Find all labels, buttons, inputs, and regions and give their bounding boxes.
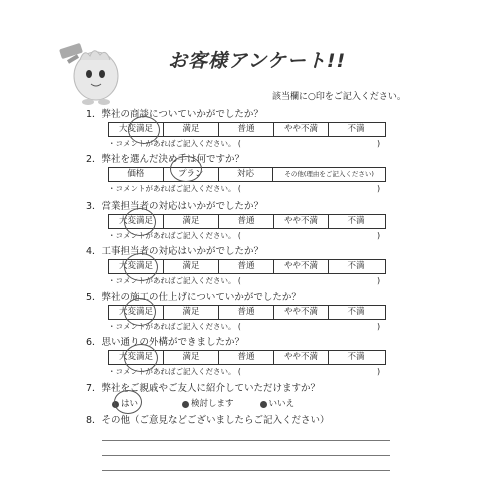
question-text: 3．営業担当者の対応はいかがでしたか？ (86, 201, 264, 212)
comment-label: ・コメントがあればご記入ください。 ( (108, 322, 241, 331)
comment-close: ) (377, 276, 381, 285)
option-dissatisfied[interactable]: 不満 (347, 124, 365, 134)
option-dissatisfied[interactable]: 不満 (347, 307, 365, 317)
question-text: 2．弊社を選んだ決め手は何ですか？ (86, 154, 245, 165)
comment-label: ・コメントがあればご記入ください。 ( (108, 276, 241, 285)
option-price[interactable]: 価格 (109, 168, 164, 181)
question-text: 8．その他（ご意見などございましたらご記入ください） (86, 415, 330, 426)
comment-close: ) (377, 231, 381, 240)
answer-circle-mark (170, 156, 202, 182)
option-very-satisfied[interactable]: 大変満足 (109, 306, 164, 319)
options-row (108, 167, 386, 182)
answer-circle-mark (124, 344, 158, 372)
option-somewhat-dissatisfied[interactable]: やや不満 (274, 123, 329, 136)
writing-line[interactable] (102, 470, 390, 471)
option-normal[interactable]: 普通 (219, 351, 274, 364)
comment-label: ・コメントがあればご記入ください。 ( (108, 231, 241, 240)
radio-label: いいえ (268, 399, 295, 409)
option-satisfied[interactable]: 満足 (164, 351, 219, 364)
radio-dot-icon (260, 401, 267, 408)
radio-no[interactable] (260, 398, 295, 410)
option-normal[interactable]: 普通 (219, 260, 274, 273)
answer-circle-mark (128, 116, 160, 144)
option-very-satisfied[interactable]: 大変満足 (109, 351, 164, 364)
radio-group (112, 398, 386, 410)
comment-close: ) (377, 367, 381, 376)
option-somewhat-dissatisfied[interactable]: やや不満 (274, 351, 329, 364)
option-somewhat-dissatisfied[interactable]: やや不満 (274, 215, 329, 228)
radio-label: 検討します (191, 399, 234, 409)
question-text: 7．弊社をご親戚やご友人に紹介していただけますか？ (86, 383, 321, 394)
answer-circle-mark (124, 298, 156, 326)
comment-field[interactable] (108, 183, 386, 195)
option-satisfied[interactable]: 満足 (164, 215, 219, 228)
option-other[interactable]: その他(理由をご記入ください) (284, 170, 374, 178)
answer-circle-mark (124, 208, 156, 236)
comment-label: ・コメントがあればご記入ください。 ( (108, 139, 241, 148)
question-text: 4．工事担当者の対応はいかがでしたか？ (86, 246, 264, 257)
comment-label: ・コメントがあればご記入ください。 ( (108, 367, 241, 376)
option-satisfied[interactable]: 満足 (164, 123, 219, 136)
answer-circle-mark (124, 253, 158, 281)
writing-line[interactable] (102, 455, 390, 456)
comment-close: ) (377, 322, 381, 331)
radio-consider[interactable] (182, 398, 234, 410)
option-dissatisfied[interactable]: 不満 (347, 216, 365, 226)
question-8 (86, 414, 386, 427)
writing-line[interactable] (102, 440, 390, 441)
question-2 (86, 153, 386, 195)
page-title: お客様アンケート!! (168, 50, 347, 72)
option-dissatisfied[interactable]: 不満 (347, 261, 365, 271)
option-dissatisfied[interactable]: 不満 (347, 352, 365, 362)
answer-circle-mark (114, 390, 142, 414)
option-satisfied[interactable]: 満足 (164, 306, 219, 319)
option-normal[interactable]: 普通 (219, 215, 274, 228)
option-satisfied[interactable]: 満足 (164, 260, 219, 273)
mascot-illustration (58, 40, 128, 112)
option-plan[interactable]: プラン (164, 168, 219, 181)
option-somewhat-dissatisfied[interactable]: やや不満 (274, 260, 329, 273)
option-normal[interactable]: 普通 (219, 306, 274, 319)
option-very-satisfied[interactable]: 大変満足 (109, 123, 164, 136)
option-service[interactable]: 対応 (219, 168, 274, 181)
option-normal[interactable]: 普通 (219, 123, 274, 136)
question-text: 5．弊社の施工の仕上げについていかがでしたか？ (86, 292, 301, 303)
option-somewhat-dissatisfied[interactable]: やや不満 (274, 306, 329, 319)
comment-label: ・コメントがあればご記入ください。 ( (108, 184, 241, 193)
option-very-satisfied[interactable]: 大変満足 (109, 215, 164, 228)
comment-close: ) (377, 184, 381, 193)
question-text: 6．思い通りの外構ができましたか？ (86, 337, 245, 348)
question-text: 1．弊社の商談についていかがでしたか？ (86, 109, 263, 120)
radio-label: はい (121, 399, 139, 409)
comment-close: ) (377, 139, 381, 148)
option-very-satisfied[interactable]: 大変満足 (109, 260, 164, 273)
radio-dot-icon (182, 401, 189, 408)
instruction-text: 該当欄に○印をご記入ください。 (272, 92, 406, 102)
